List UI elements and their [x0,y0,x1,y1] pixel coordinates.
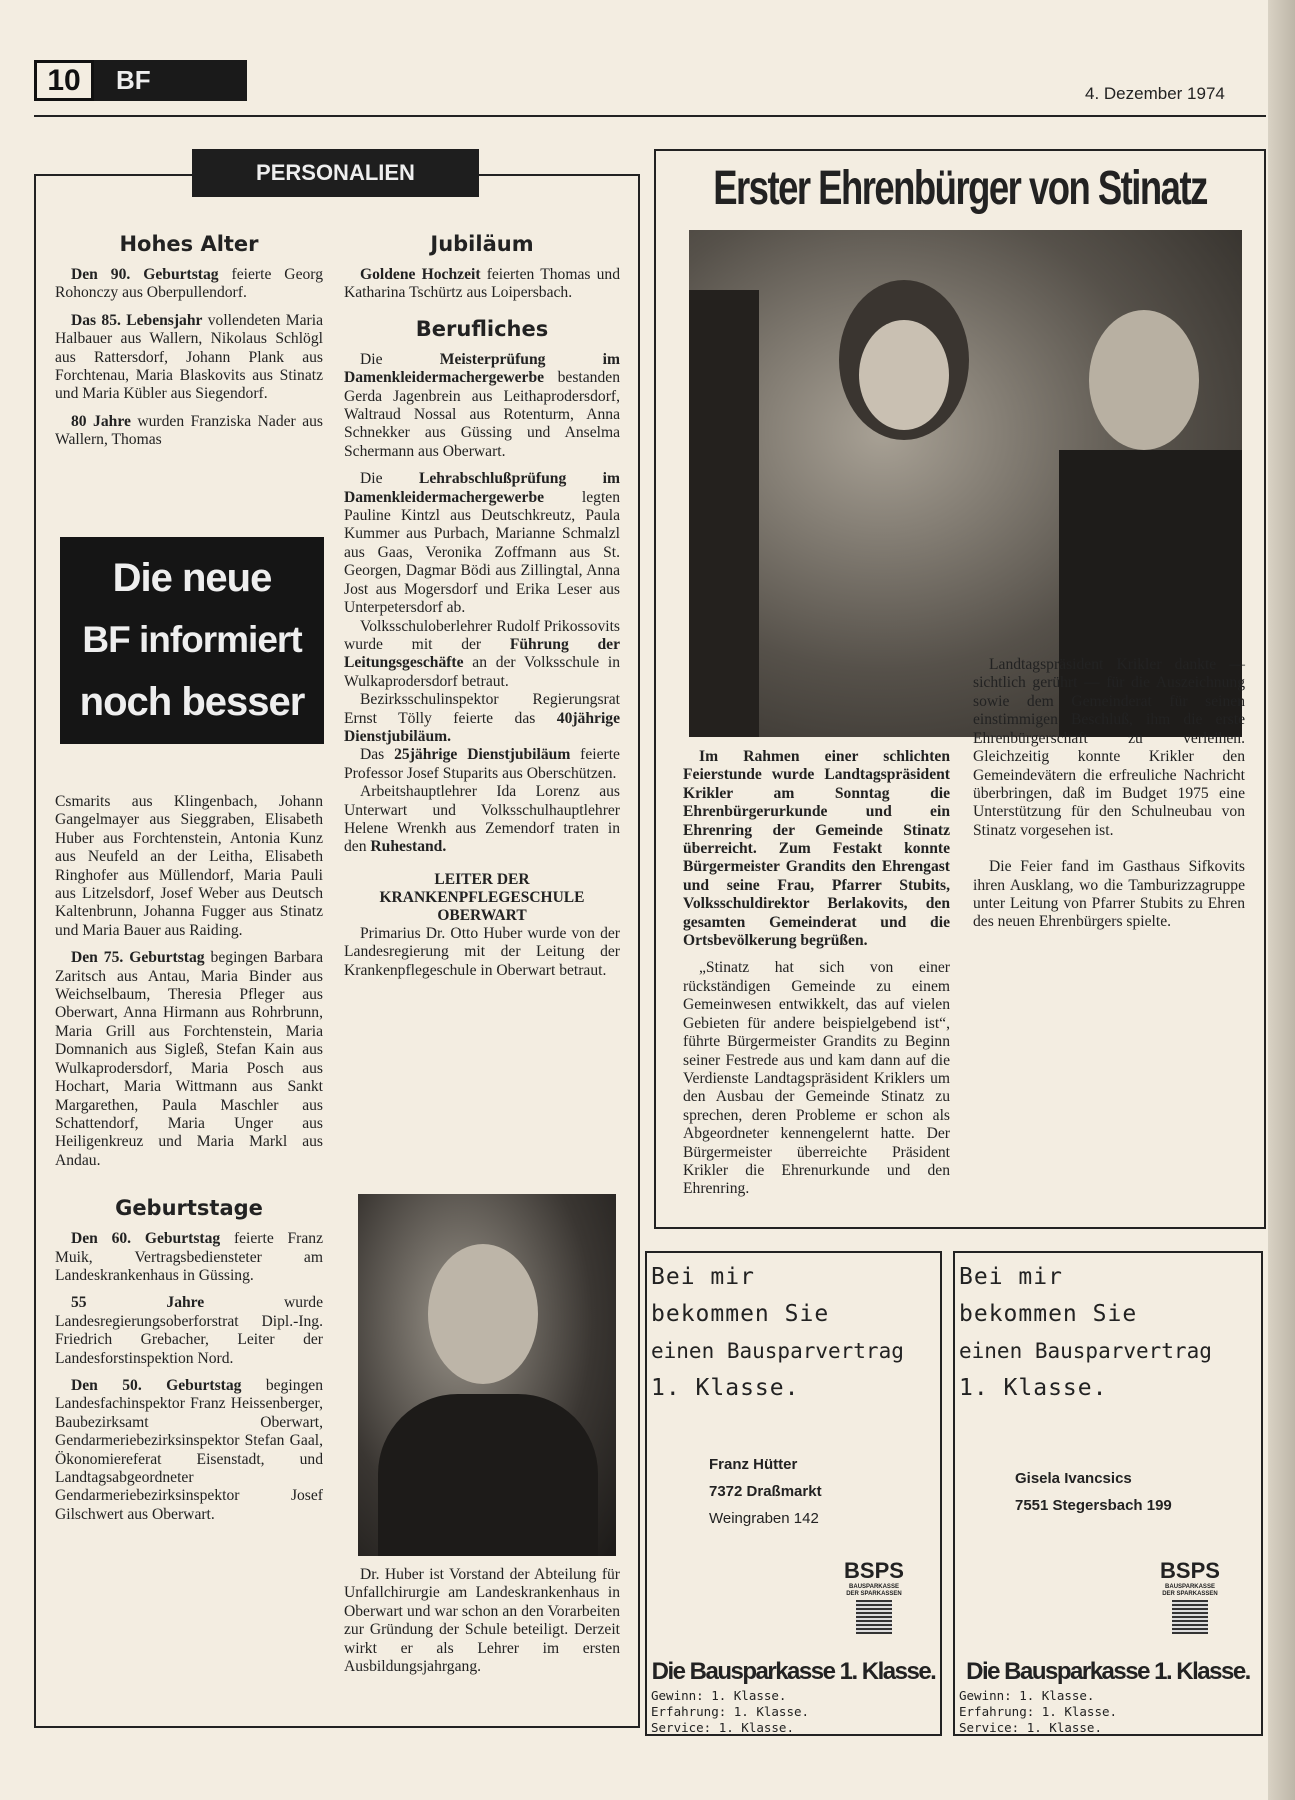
left-figure-shape [689,290,759,737]
column-middle [344,226,620,980]
bold-lead-text: Lehrabschlußprüfung im Damenkleidermachergewerbe [344,470,620,506]
text-span: feierte Franz Muik, Vertragsbediensteter am Landeskrankenhaus in Güssing. [55,1230,323,1284]
bold-lead-text: Den 60. Geburtstag [71,1230,221,1248]
text-span: Arbeitshauptlehrer Ida Lorenz aus Unterwart und Volksschulhauptlehrer Helene Wrenkh aus Zemendorf traten in den [344,783,620,856]
text-span [973,435,1245,619]
heading-leiter: LEITER DER KRANKENPFLEGESCHULE OBERWART [379,870,585,924]
bsps-logo [839,1558,909,1634]
ad-small-print [959,1688,1117,1736]
text-span: Volksschuloberlehrer Rudolf Prikossovits wurde mit der [344,617,620,653]
page-number: 10 [34,60,94,101]
ad-line: 1. Klasse. [959,1375,1108,1401]
photo-caption-huber [344,1566,620,1676]
text-span: wurde Landesregierungsoberforstrat Dipl.-Ing. Friedrich Grebacher, Leiter der Landesforstinspektion Nord. [55,1294,323,1367]
text-span [344,783,620,857]
text-span [344,746,620,783]
bold-lead-text: Das 85. Lebensjahr [71,311,203,329]
page-number-block [34,60,247,101]
text-span: legten Pauline Kintzl aus Deutschkreutz, Paula Kummer aus Purbach, Marianne Schmalzl aus Gaas, Veronika Zoffmann aus St. Georgen, Dagmar Bödi aus Zillingtal, Anna Jost aus Mogersdorf und Erika Leser aus Unterpetersdorf ab. [344,488,620,617]
ad-headline [647,1253,940,1407]
text-span [55,949,323,1170]
bold-lead-text: Ruhestand. [370,838,447,856]
portrait-photo-huber [358,1194,616,1556]
article-paragraph: Landtagspräsident Krikler dankte — sichtlich gerührt — für die Auszeichnung sowie dem Gemeinderat für seinen einstimmigen Beschluß, ihm die erste Ehrenbürgerschaft zu verleihen. Gleichzeitig konnte Krikler den Gemeindevätern die erfreuliche Nachricht überbringen, daß im Budget 1975 eine Unterstützung für den Schulneubau von Stinatz vorgesehen ist. [973,656,1245,839]
ad-line: bekommen Sie [651,1301,830,1327]
text-span: Die [360,350,440,368]
heading-berufliches: Berufliches [415,316,549,341]
article-column-1 [683,748,950,1199]
caption-text: Dr. Huber ist Vorstand der Abteilung für Unfallchirurgie am Landeskrankenhaus in Oberwart und war schon an den Vorarbeiten zur Gründung der Schule beteiligt. Derzeit wirkt er als Lehrer im ersten Ausbildungsjahrgang. [344,1566,620,1676]
text-span: begingen Landesfachinspektor Franz Heissenberger, Baubezirksamt Oberwart, Gendarmeriebezirksinspektor Stefan Gaal, Ökonomiereferat Eisenstadt, und Landtagsabgeordneter Gendarmeriebezirksinspektor Josef Gilschwert aus Oberwart. [55,1376,324,1523]
ad-small-line: Gewinn: 1. Klasse. [651,1688,787,1703]
ad-address [709,1451,822,1532]
page-edge [1268,0,1295,1800]
text-span: DER SPARKASSEN [846,1591,902,1597]
ad-small-line: Service: 1. Klasse. [651,1720,794,1735]
text-span [344,470,620,617]
house-icon [856,1600,892,1634]
ad-headline [955,1253,1261,1407]
ad-address-line: 7372 Draßmarkt [709,1483,822,1500]
ad-address [1015,1465,1172,1519]
bold-lead-text: Meisterprüfung im Damenkleidermachergewerbe [344,350,620,387]
promo-line: BF informiert [82,619,302,660]
bold-lead-text: 80 Jahre [71,412,131,430]
bold-lead-text: 40jährige Dienstjubiläum. [344,709,620,745]
header-rule [34,115,1266,117]
paragraph: Primarius Dr. Otto Huber wurde von der Landesregierung mit der Leitung der Krankenpflegeschule in Oberwart betraut. [344,924,620,979]
ad-bausparkasse-huetter [645,1251,942,1736]
ad-slogan: Die Bausparkasse 1. Klasse. [966,1658,1250,1685]
text-span: Die [360,470,419,488]
text-span: feierte Georg Rohonczy aus Oberpullendorf. [55,266,323,302]
text-span: wurden Franziska Nader aus Wallern, Thomas [55,412,323,449]
article-column-2 [973,656,1245,1218]
text-span [55,266,323,303]
text-span: DER SPARKASSEN [1162,1591,1218,1597]
text-span [55,413,323,450]
column-left [55,226,323,450]
article-headline: Erster Ehrenbürger von Stinatz [713,162,1207,215]
text-span: begingen Barbara Zaritsch aus Antau, Maria Binder aus Weichselbaum, Theresia Pfleger aus Oberwart, Anna Hirmann aus Rohrbrunn, Maria Grill aus Forchtenstein, Maria Domnanich aus Sigleß, Stefan Kain aus Wulkaprodersdorf, Maria Posch aus Hochart, Maria Wittmann aus Sankt Margarethen, Paula Maschler aus Schattendorf, Maria Unger aus Heiligenkreuz und Maria Markl aus Andau. [55,949,323,1169]
ad-address-line: Weingraben 142 [709,1510,819,1527]
ad-line: 1. Klasse. [651,1375,800,1401]
woman-face-shape [859,320,949,430]
man-face-shape [1089,310,1199,450]
ad-small-line: Erfahrung: 1. Klasse. [651,1704,810,1719]
article-lead: Im Rahmen einer schlichten Feierstunde wurde Landtagspräsident Krikler am Sonntag die Ehrenbürgerurkunde und ein Ehrenring der Gemeinde Stinatz überreicht. Zum Festakt konnte Bürgermeister Grandits den Ehrengast und seine Frau, Pfarrer Stubits, Volksschuldirektor Berlakovits, den gesamten Gemeinderat und die Ortsbevölkerung begrüßen. [683,748,950,950]
section-label: BF [116,65,151,95]
bold-lead-text: 25jährige Dienstjubiläum [394,746,571,764]
promo-line: Die neue [112,556,272,600]
bold-lead-text: Führung der Leitungsgeschäfte [344,635,620,672]
ad-small-line: Erfahrung: 1. Klasse. [959,1704,1118,1719]
ad-line: einen Bausparvertrag [651,1339,904,1363]
text-span: BSPS [1160,1558,1220,1583]
ad-small-line: Service: 1. Klasse. [959,1720,1102,1735]
bold-lead-text: Den 90. Geburtstag [71,266,219,283]
bold-lead-text: Den 50. Geburtstag [71,1376,242,1394]
text-span [344,351,620,461]
promo-box [60,537,324,744]
ad-line: Bei mir [959,1264,1063,1290]
paragraph: Csmarits aus Klingenbach, Johann Gangelmayer aus Sieggraben, Elisabeth Huber aus Forchtenstein, Antonia Kunz aus Neufeld an der Leitha, Elisabeth Ringhofer aus Müllendorf, Maria Pauli aus Litzelsdorf, Josef Weber aus Deutsch Kaltenbrunn, Johanna Fugger aus Stinatz und Maria Bauer aus Raiding. [55,793,323,939]
text-span [344,618,620,692]
face-shape [428,1244,538,1384]
personalien-kicker: PERSONALIEN [192,149,479,197]
text-span: an der Volksschule in Wulkaprodersdorf betraut. [344,654,620,690]
heading-jubilaeum: Jubiläum [430,232,534,256]
house-icon [1172,1600,1208,1634]
text-span [55,312,323,404]
article-paragraph: Die Feier fand im Gasthaus Sifkovits ihren Ausklang, wo die Tamburizzagruppe unter Leitung von Pfarrer Stubits zu Ehren des neuen Ehrenbürgers spielte. [973,858,1245,931]
text-span [55,1230,323,1285]
bold-lead-text: Goldene Hochzeit [360,266,481,283]
ad-small-line: Gewinn: 1. Klasse. [959,1688,1095,1703]
text-span: BAUSPARKASSE [849,1584,899,1590]
ad-bausparkasse-ivancsics [953,1251,1263,1736]
column-left-continued [55,793,323,1524]
text-span: Das [360,746,395,764]
ad-name: Gisela Ivancsics [1015,1470,1132,1487]
suit-shape [378,1394,598,1556]
article-paragraph: „Stinatz hat sich von einer rückständigen Gemeinde zu einem Gemeinwesen entwikkelt, das auf vielen Gebieten für andere beispielgebend ist“, führte Bürgermeister Grandits zu Beginn seiner Festrede aus und kam dann auf die Verdienste Landtagspräsident Kriklers um den Ausbau der Gemeinde Stinatz zu sprechen, deren Probleme er schon als Abgeordneter kennengelernt hatte. Der Bürgermeister überreichte Präsident Krikler die Ehrenurkunde und den Ehrenring. [683,959,950,1198]
promo-line: noch besser [79,680,305,724]
text-span [344,691,620,746]
text-span: Bezirksschulinspektor Regierungsrat Ernst Tölly feierte das [344,691,620,727]
ad-line: Bei mir [651,1264,755,1290]
bsps-logo [1155,1558,1225,1634]
text-span: feierte Professor Josef Stuparits aus Oberschützen. [344,746,620,782]
ad-line: bekommen Sie [959,1301,1138,1327]
text-span [55,1377,323,1524]
bold-lead-text: Den 75. Geburtstag [71,949,205,967]
bold-lead-text: 55 Jahre [71,1294,205,1312]
ad-slogan: Die Bausparkasse 1. Klasse. [651,1658,936,1685]
ad-address-line: 7551 Stegersbach 199 [1015,1497,1172,1514]
heading-hohes-alter: Hohes Alter [119,232,259,256]
text-span [55,1294,323,1368]
text-span: BAUSPARKASSE [1165,1584,1215,1590]
text-span [344,266,620,303]
ad-name: Franz Hütter [709,1456,798,1473]
heading-geburtstage: Geburtstage [115,1196,263,1221]
text-span: bestanden Gerda Jagenbrein aus Leithaprodersdorf, Waltraud Nossal aus Rotenturm, Anna Schnekker aus Güssing und Anselma Schermann aus Oberwart. [344,369,620,460]
issue-date: 4. Dezember 1974 [1085,84,1225,103]
ad-small-print [651,1688,809,1736]
text-span: feierten Thomas und Katharina Tschürtz aus Loipersbach. [344,266,621,302]
text-span: vollendeten Maria Halbauer aus Wallern, Nikolaus Schlögl aus Rattersdorf, Johann Plank aus Forchtenau, Maria Blaskovits aus Stinatz und Maria Kübler aus Siegendorf. [55,311,323,403]
ad-line: einen Bausparvertrag [959,1339,1212,1363]
text-span: BSPS [844,1558,904,1583]
